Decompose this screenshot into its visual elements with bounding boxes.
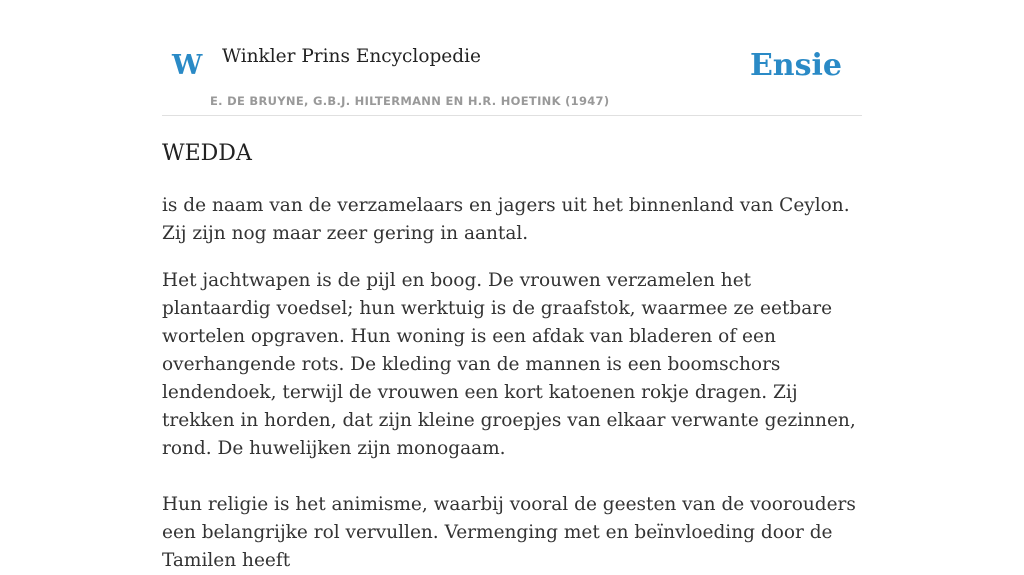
ensie-logo[interactable]: Ensie [749, 48, 842, 83]
book-authors: E. DE BRUYNE, G.B.J. HILTERMANN EN H.R. HOETINK (1947) [210, 94, 610, 108]
entry-title: WEDDA [162, 141, 252, 166]
article-paragraph: Het jachtwapen is de pijl en boog. De vrouwen verzamelen het plantaardig voedsel; hun werktuig is de graafstok, waarmee ze eetbare wortelen opgraven. Hun woning is een afdak van bladeren of een overhangende rots. De kleding van de mannen is een boomschors lendendoek, terwijl de vrouwen een kort katoenen rokje dragen. Zij trekken in horden, dat zijn kleine groepjes van elkaar verwante gezinnen, rond. De huwelijken zijn monogaam. [162, 270, 856, 459]
winkler-prins-logo[interactable]: W [172, 50, 203, 81]
article-paragraph: is de naam van de verzamelaars en jagers uit het binnenland van Ceylon. Zij zijn nog maar zeer gering in aantal. [162, 195, 850, 244]
page-container [162, 0, 862, 571]
article-paragraph: Hun religie is het animisme, waarbij vooral de geesten van de voorouders een belangrijke rol vervullen. Vermenging met en beïnvloeding door de Tamilen heeft [162, 494, 856, 571]
article-body [162, 192, 862, 575]
page-header [162, 0, 862, 116]
book-title[interactable]: Winkler Prins Encyclopedie [222, 46, 481, 67]
